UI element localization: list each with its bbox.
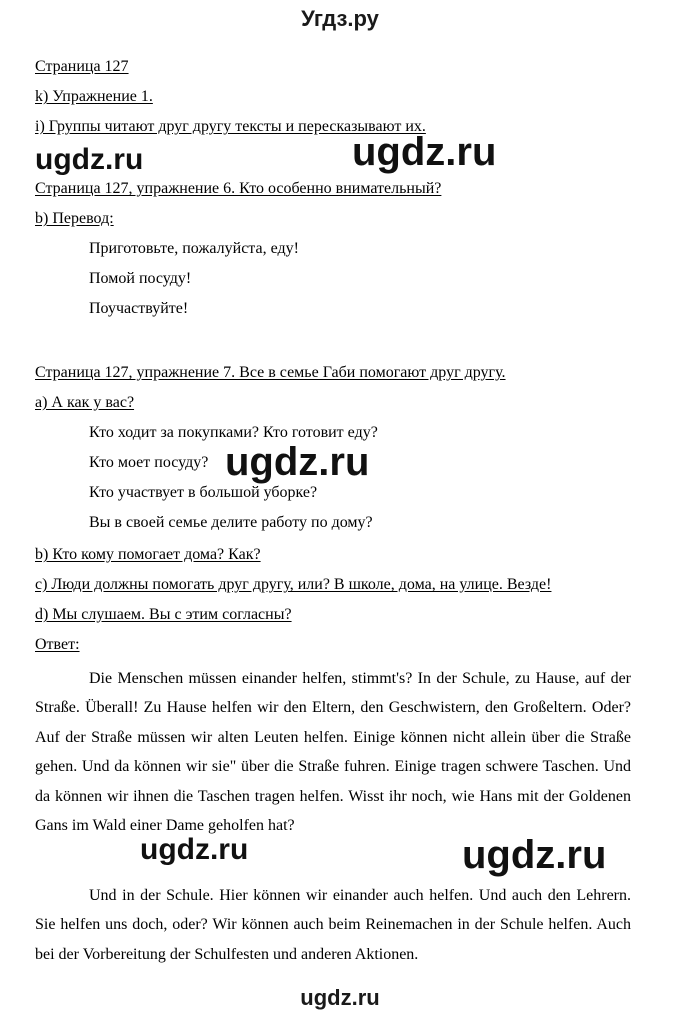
exercise-6-part-b: b) Перевод:: [35, 210, 114, 227]
answer-label: Ответ:: [35, 636, 80, 653]
translation-line: Помой посуду!: [89, 270, 192, 287]
translation-line: Поучаствуйте!: [89, 300, 189, 317]
exercise-1-title: k) Упражнение 1.: [35, 88, 153, 105]
exercise-7-part-b: b) Кто кому помогает дома? Как?: [35, 546, 261, 563]
exercise-7-part-d: d) Мы слушаем. Вы с этим согласны?: [35, 606, 292, 623]
watermark: ugdz.ru: [225, 440, 370, 484]
watermark: ugdz.ru: [462, 833, 607, 877]
question-line: Вы в своей семье делите работу по дому?: [89, 514, 373, 531]
watermark: ugdz.ru: [352, 130, 497, 174]
question-line: Кто участвует в большой уборке?: [89, 484, 318, 501]
exercise-7-title: Страница 127, упражнение 7. Все в семье Габи помогают друг другу.: [35, 364, 506, 381]
exercise-1-task: i) Группы читают друг другу тексты и пересказывают их.: [35, 118, 426, 135]
answer-paragraph: Und in der Schule. Hier können wir einander auch helfen. Und auch den Lehrern. Sie helfen uns doch, oder? Wir können auch beim Reinemachen in der Schule helfen. Auch bei der Vorbereitung der Schulfesten und anderen Aktionen.: [35, 887, 631, 963]
exercise-6-title: Страница 127, упражнение 6. Кто особенно внимательный?: [35, 180, 442, 197]
watermark: ugdz.ru: [140, 833, 249, 866]
exercise-7-part-c: c) Люди должны помогать друг другу, или? В школе, дома, на улице. Везде!: [35, 576, 552, 593]
watermark: ugdz.ru: [35, 143, 144, 176]
translation-line: Приготовьте, пожалуйста, еду!: [89, 240, 299, 257]
page-label: Страница 127: [35, 58, 129, 75]
answer-paragraph: Die Menschen müssen einander helfen, stimmt's? In der Schule, zu Hause, auf der Straße. Überall! Zu Hause helfen wir den Eltern, den Geschwistern, den Großeltern. Oder? Auf der Straße müssen wir alten Leuten helfen. Einige können nicht allein über die Straße gehen. Und da können wir sie" über die Straße fuhren. Einige tragen schwere Taschen. Und da können wir ihnen die Taschen tragen helfen. Wisst ihr noch, wie Hans mit der Goldenen Gans im Wald einer Dame geholfen hat?: [35, 670, 631, 835]
question-line: Кто моет посуду?: [89, 454, 209, 471]
site-header: Угдз.ру: [301, 6, 379, 31]
site-footer: ugdz.ru: [300, 985, 380, 1010]
exercise-7-part-a: a) А как у вас?: [35, 394, 135, 411]
question-line: Кто ходит за покупками? Кто готовит еду?: [89, 424, 378, 441]
